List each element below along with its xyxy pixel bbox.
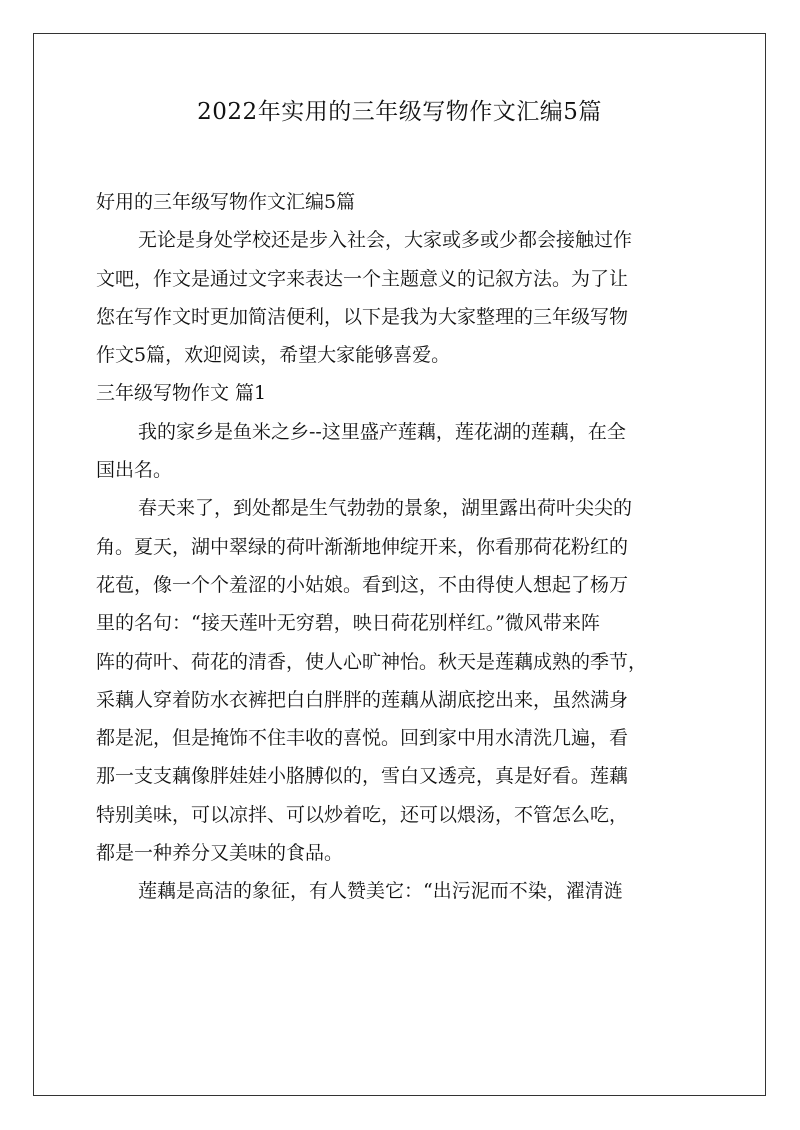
paragraph-1 [96, 413, 704, 490]
text-line: 阵的荷叶、荷花的清香，使人心旷神怡。秋天是莲藕成熟的季节， [96, 650, 648, 673]
text-line: 花苞，像一个个羞涩的小姑娘。看到这，不由得使人想起了杨万 [96, 573, 629, 596]
text-line: 无论是身处学校还是步入社会，大家或多或少都会接触过作 [138, 229, 633, 252]
text-line: 文吧，作文是通过文字来表达一个主题意义的记叙方法。为了让 [96, 267, 629, 290]
text-line: 国出名。 [96, 459, 173, 482]
text-line: 作文5篇，欢迎阅读，希望大家能够喜爱。 [96, 344, 451, 367]
document-subtitle: 好用的三年级写物作文汇编5篇 [96, 191, 356, 213]
document-body [96, 183, 704, 911]
text-line: 都是泥，但是掩饰不住丰收的喜悦。回到家中用水清洗几遍，看 [96, 727, 629, 750]
text-line: 采藕人穿着防水衣裤把白白胖胖的莲藕从湖底挖出来，虽然满身 [96, 688, 629, 711]
intro-paragraph [96, 221, 704, 374]
text-line: 里的名句：“接天莲叶无穷碧，映日荷花别样红。”微风带来阵 [96, 612, 600, 635]
text-line: 春天来了，到处都是生气勃勃的景象，湖里露出荷叶尖尖的 [138, 497, 633, 520]
text-line: 特别美味，可以凉拌、可以炒着吃，还可以煨汤，不管怎么吃， [96, 803, 629, 826]
text-line: 莲藕是高洁的象征，有人赞美它：“出污泥而不染，濯清涟 [138, 880, 623, 903]
text-line: 都是一种养分又美味的食品。 [96, 842, 344, 865]
document-title: 2022年实用的三年级写物作文汇编5篇 [197, 99, 602, 125]
text-line: 我的家乡是鱼米之乡--这里盛产莲藕，莲花湖的莲藕，在全 [138, 420, 626, 443]
paragraph-2 [96, 489, 704, 872]
paragraph-3 [96, 872, 704, 910]
text-line: 那一支支藕像胖娃娃小胳膊似的，雪白又透亮，真是好看。莲藕 [96, 765, 629, 788]
section-heading: 三年级写物作文 篇1 [96, 382, 267, 405]
text-line: 您在写作文时更加简洁便利，以下是我为大家整理的三年级写物 [96, 305, 629, 328]
text-line: 角。夏天，湖中翠绿的荷叶渐渐地伸绽开来，你看那荷花粉红的 [96, 535, 629, 558]
